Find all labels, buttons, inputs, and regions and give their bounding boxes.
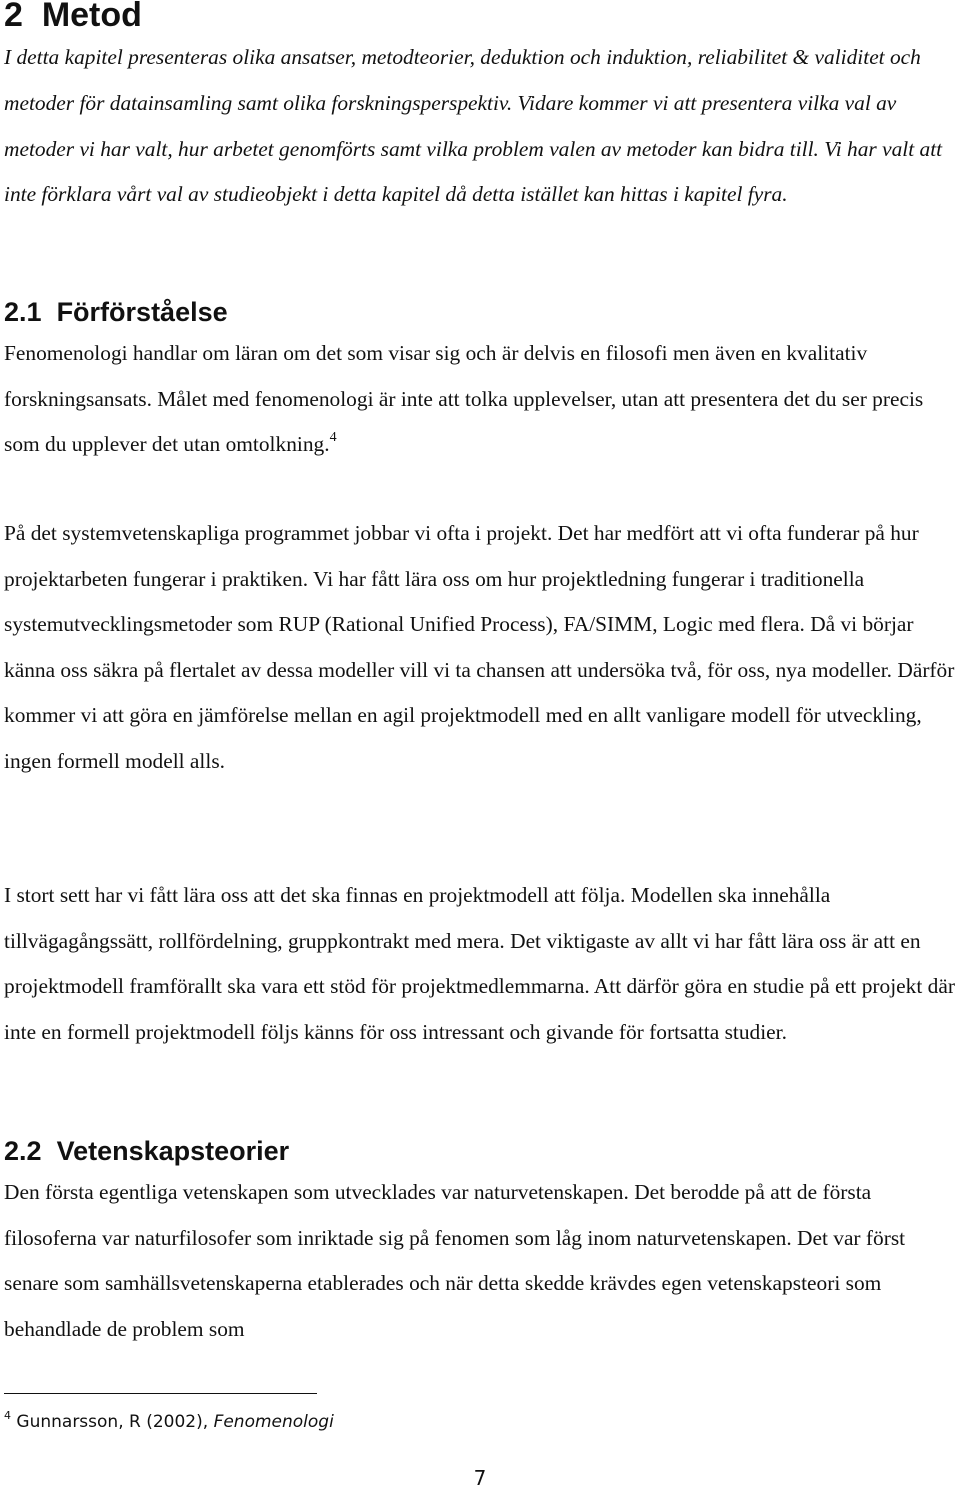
chapter-intro: I detta kapitel presenteras olika ansatser, metodteorier, deduktion och induktion, reliabilitet & validitet och metoder för datainsamling samt olika forskningsperspektiv. Vidare kommer vi att presentera vilka val av metoder vi har valt, hur arbetet genomförts samt vilka problem valen av metoder kan bidra till. Vi har valt att inte förklara vårt val av studieobjekt i detta kapitel då detta istället kan hittas i kapitel fyra. (4, 45, 943, 207)
footnote-separator (4, 1393, 317, 1394)
section-title: Vetenskapsteorier (56, 1136, 290, 1166)
paragraph-vetenskapen: Den första egentliga vetenskapen som utvecklades var naturvetenskapen. Det berodde på att de första filosoferna var naturfilosofer som inriktade sig på fenomen som låg inom naturvetenskapen. Det var först senare som samhällsvetenskaperna etablerades och när detta skedde krävdes egen vetenskapsteori som behandlade de problem som (4, 1180, 906, 1341)
page-number: 7 (473, 1466, 487, 1490)
section-title: Förförståelse (56, 297, 228, 327)
footnote-number: 4 (4, 1409, 11, 1422)
section-number: 2.2 (4, 1136, 42, 1166)
paragraph-fenomenologi (4, 331, 956, 468)
section-heading-forforstaelse (4, 295, 228, 329)
footnote-reference[interactable]: 4 (329, 430, 337, 446)
chapter-number: 2 (4, 0, 23, 34)
chapter-title: Metod (41, 0, 142, 34)
footnote-author: Gunnarsson, R (2002), (16, 1412, 209, 1432)
section-number: 2.1 (4, 297, 42, 327)
paragraph-projektmodell: I stort sett har vi fått lära oss att det ska finnas en projektmodell att följa. Modellen ska innehålla tillvägagångssätt, rollfördelning, gruppkontrakt med mera. Det viktigaste av allt vi har fått lära oss är att en projektmodell framförallt ska vara ett stöd för projektmedlemmarna. Att därför göra en studie på ett projekt där inte en formell projektmodell följs känns för oss intressant och givande för fortsatta studier. (4, 883, 955, 1044)
paragraph-systemvetenskap: På det systemvetenskapliga programmet jobbar vi ofta i projekt. Det har medfört att vi ofta funderar på hur projektarbeten fungerar i praktiken. Vi har fått lära oss om hur projektledning fungerar i traditionella systemutvecklingsmetoder som RUP (Rational Unified Process), FA/SIMM, Logic med flera. Då vi börjar känna oss säkra på flertalet av dessa modeller vill vi ta chansen att undersöka två, för oss, nya modeller. Därför kommer vi att göra en jämförelse mellan en agil projektmodell med en allt vanligare modell för utveckling, ingen formell modell alls. (4, 521, 955, 773)
chapter-heading (4, 0, 142, 36)
section-heading-vetenskapsteorier (4, 1134, 289, 1168)
paragraph-text: Fenomenologi handlar om läran om det som visar sig och är delvis en filosofi men även en kvalitativ forskningsansats. Målet med fenomenologi är inte att tolka upplevelser, utan att presentera det du ser precis som du upplever det utan omtolkning. (4, 341, 924, 457)
footnote (4, 1409, 334, 1435)
footnote-title: Fenomenologi (213, 1412, 334, 1432)
